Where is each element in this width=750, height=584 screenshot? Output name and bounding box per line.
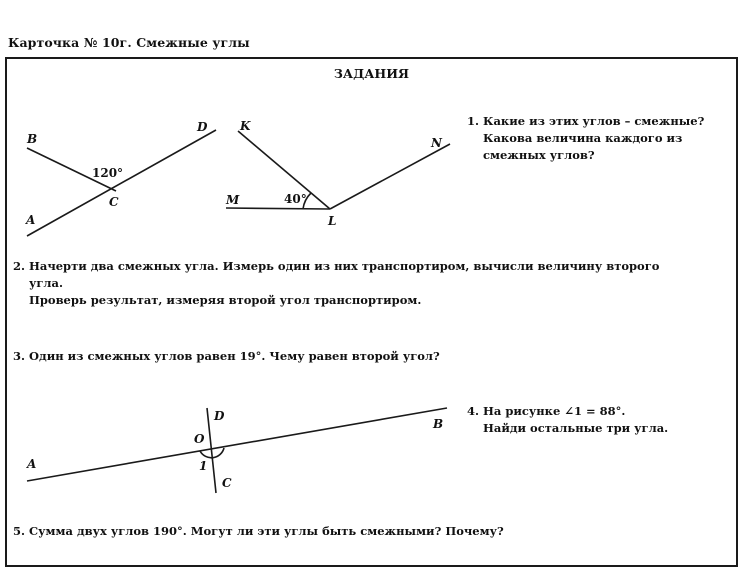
point-label-c: C bbox=[109, 195, 119, 209]
point-label-b: B bbox=[27, 132, 38, 146]
angle-label-120: 120° bbox=[92, 166, 124, 180]
task-5-text: 5. Сумма двух углов 190°. Могут ли эти углы быть смежными? Почему? bbox=[13, 524, 504, 538]
card-title: Карточка № 10г. Смежные углы bbox=[8, 35, 250, 50]
point-label-o: O bbox=[194, 432, 205, 446]
angle-label-1: 1 bbox=[199, 459, 208, 473]
task-3-text: 3. Один из смежных углов равен 19°. Чему равен второй угол? bbox=[13, 349, 440, 363]
point-label-b: B bbox=[433, 417, 444, 431]
task-4-line-2: Найди остальные три угла. bbox=[483, 421, 669, 435]
task-1-line-3: смежных углов? bbox=[483, 148, 595, 162]
angle-label-40: 40° bbox=[284, 192, 307, 206]
point-label-c: C bbox=[222, 476, 232, 490]
task-1-line-1: 1. Какие из этих углов – смежные? bbox=[467, 114, 705, 128]
tasks-heading: ЗАДАНИЯ bbox=[333, 66, 410, 81]
point-label-l: L bbox=[328, 214, 337, 228]
task-2-line-1: 2. Начерти два смежных угла. Измерь один из них транспортиром, вычисли величину второго bbox=[13, 259, 660, 273]
point-label-n: N bbox=[431, 136, 442, 150]
point-label-d: D bbox=[197, 120, 208, 134]
point-label-a: A bbox=[26, 213, 36, 227]
point-label-a: A bbox=[27, 457, 37, 471]
task-1-line-2: Какова величина каждого из bbox=[483, 131, 683, 145]
point-label-d: D bbox=[214, 409, 225, 423]
task-4-line-1: 4. На рисунке ∠1 = 88°. bbox=[467, 404, 626, 418]
task-2-line-2: угла. bbox=[29, 276, 63, 290]
task-2-line-3: Проверь результат, измеряя второй угол транспортиром. bbox=[29, 293, 422, 307]
point-label-k: K bbox=[240, 119, 251, 133]
line-ab bbox=[27, 408, 447, 481]
point-label-m: M bbox=[226, 193, 240, 207]
